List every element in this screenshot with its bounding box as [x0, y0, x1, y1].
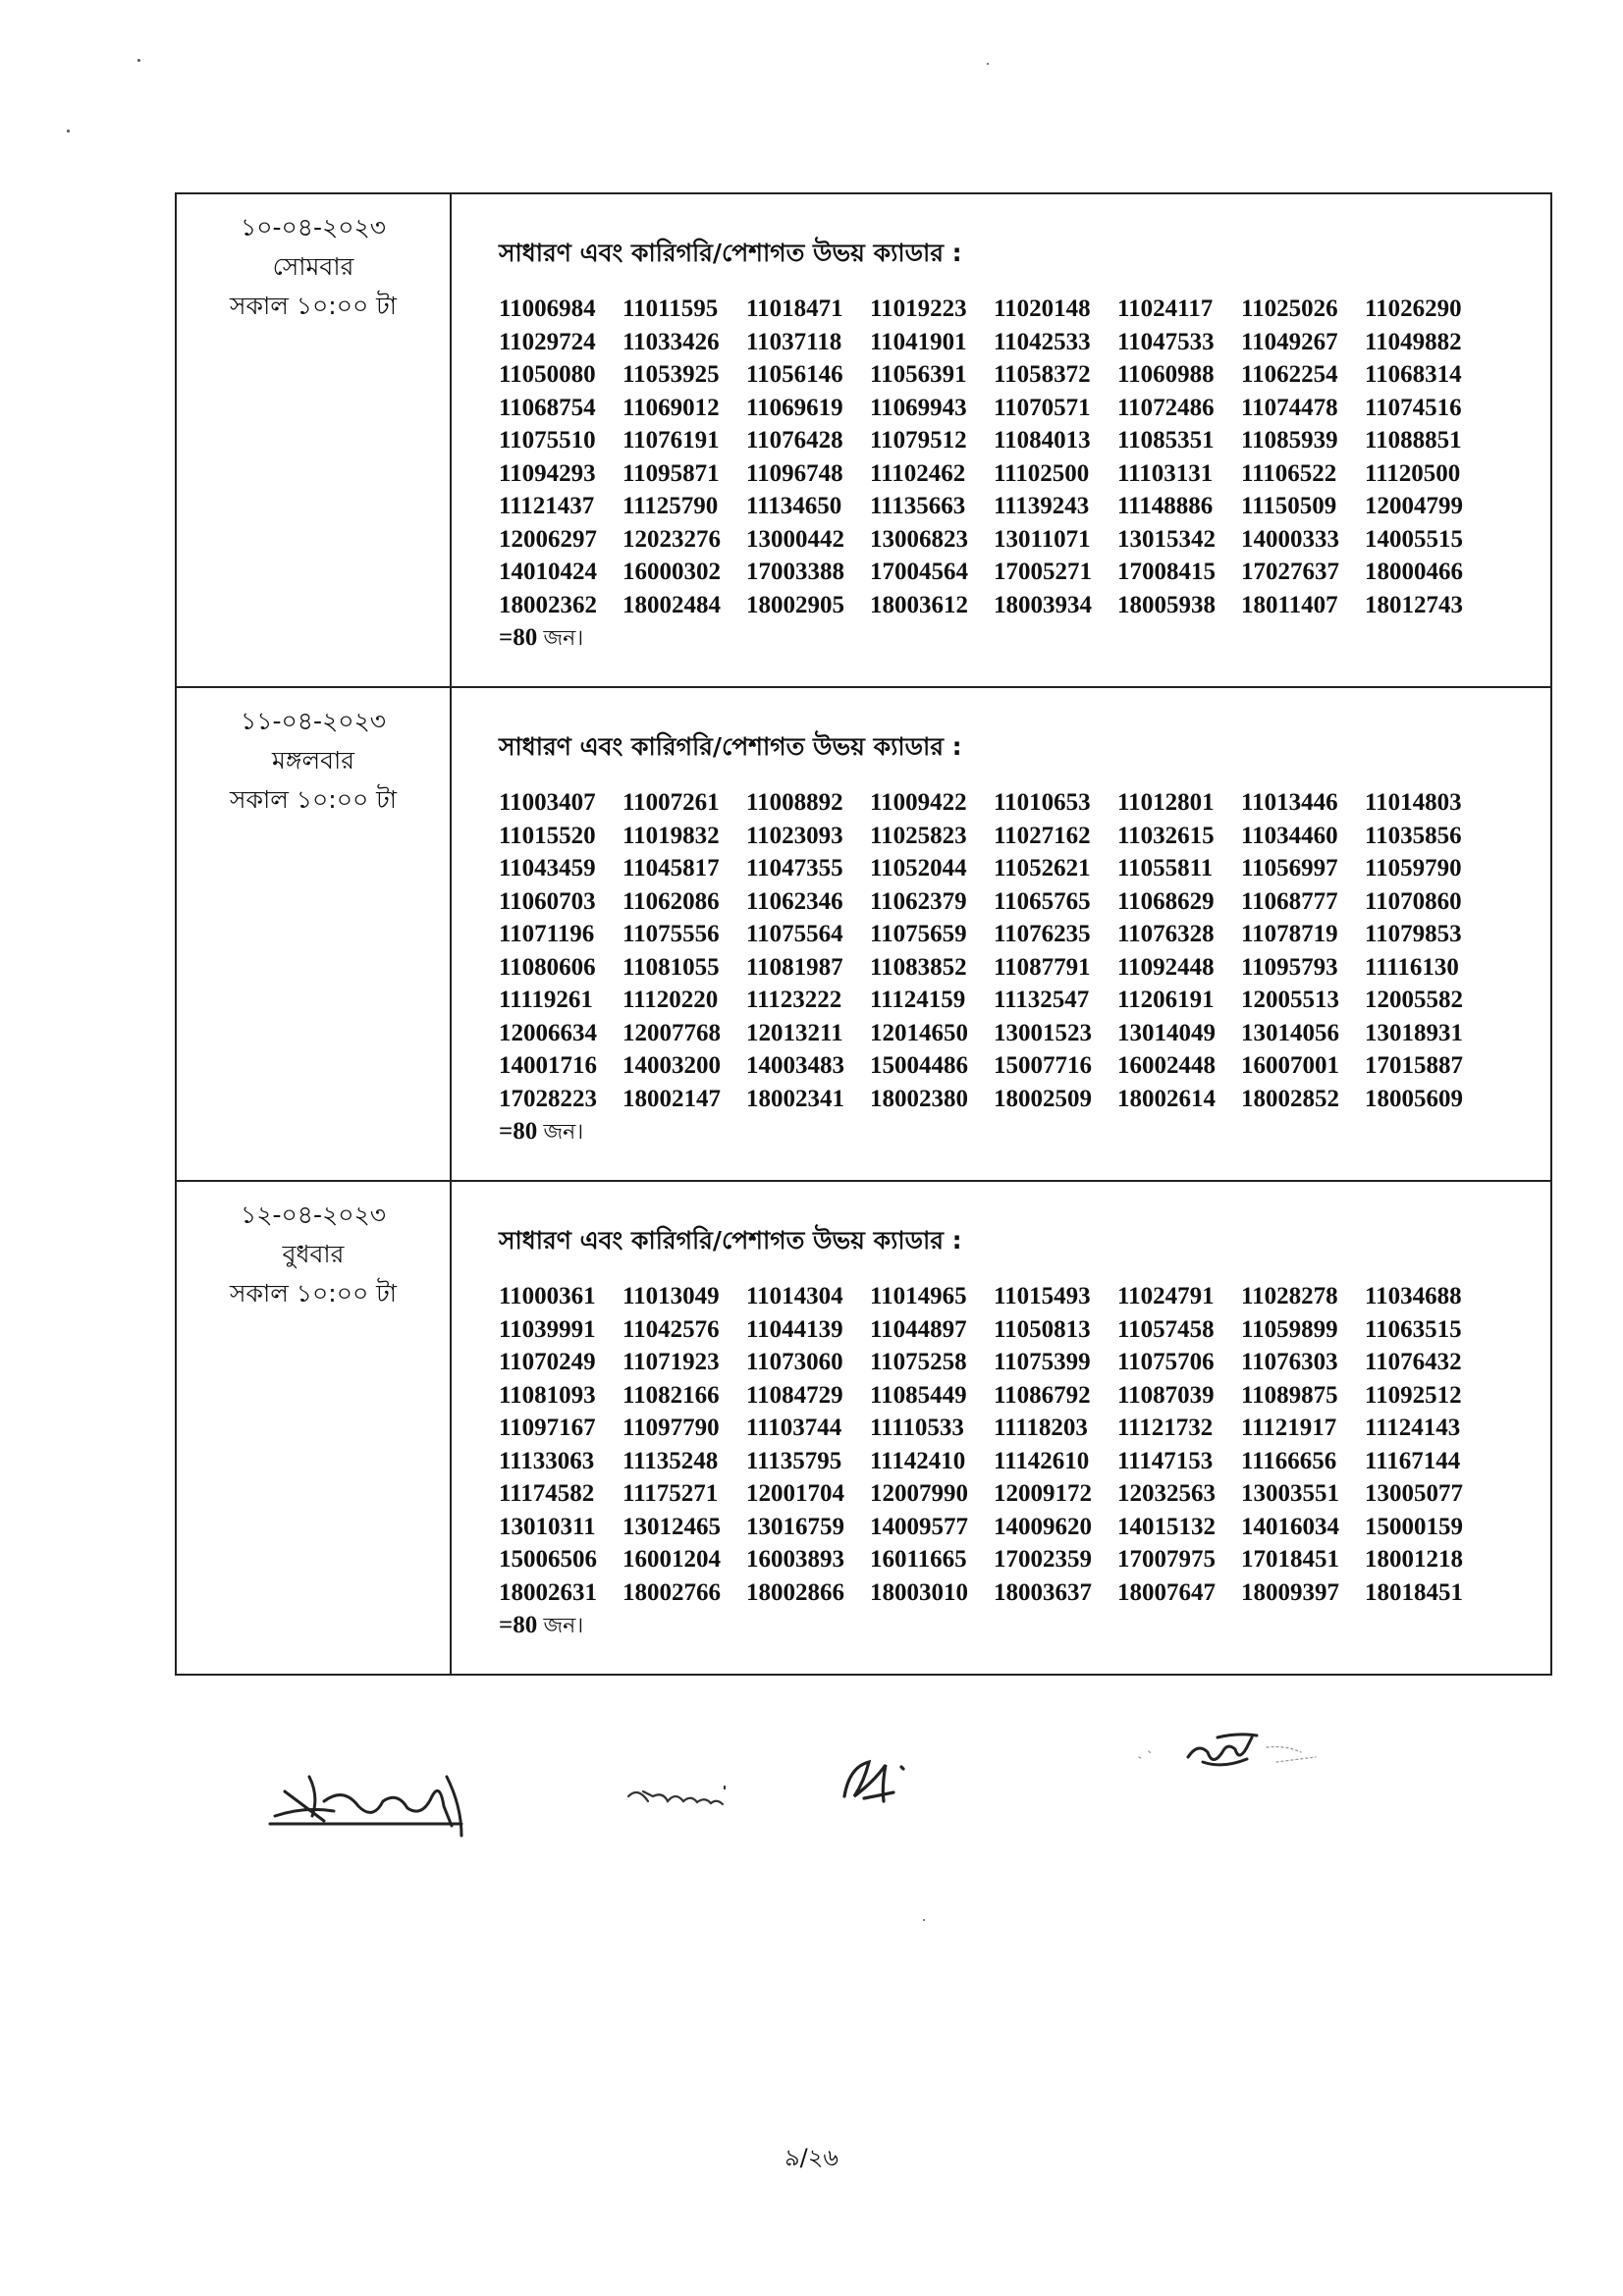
roll-number: 11120500 [1365, 459, 1461, 487]
roll-number: 11076303 [1241, 1349, 1338, 1375]
schedule-date: ১০-০৪-২০২৩ [240, 213, 387, 241]
total-unit: জন। [543, 626, 584, 651]
roll-number: 11003407 [499, 789, 596, 816]
roll-number: 11083852 [870, 953, 967, 981]
roll-number: 16011665 [870, 1546, 967, 1573]
roll-number: 11094293 [499, 459, 596, 487]
roll-list-cell [451, 193, 1551, 687]
roll-number: 11150509 [1241, 493, 1337, 519]
roll-number: 14003483 [746, 1052, 844, 1079]
roll-list-cell [451, 1181, 1551, 1675]
roll-number: 11081093 [499, 1381, 596, 1409]
roll-number: 11013049 [622, 1283, 720, 1309]
roll-number: 11026290 [1365, 295, 1462, 322]
roll-number: 11062254 [1241, 361, 1338, 388]
roll-number: 11056146 [746, 361, 843, 388]
candidate-total [499, 621, 1550, 656]
roll-number: 11085449 [870, 1381, 967, 1409]
roll-number: 11052621 [994, 855, 1091, 881]
signature-1 [265, 1747, 501, 1845]
roll-number: 16007001 [1241, 1052, 1339, 1079]
roll-number: 11139243 [994, 493, 1090, 519]
roll-number: 14010424 [499, 559, 597, 585]
date-cell [176, 193, 451, 687]
roll-number: 11142610 [994, 1447, 1090, 1474]
roll-number: 11069943 [870, 394, 967, 421]
roll-number: 11068777 [1241, 887, 1338, 915]
page-number: ৯/২৬ [784, 2144, 839, 2171]
roll-number: 11147153 [1117, 1447, 1214, 1474]
roll-number: 17005271 [994, 559, 1092, 585]
signatures-row [0, 1688, 1623, 1836]
roll-number: 11070571 [994, 394, 1091, 421]
schedule-date: ১১-০৪-২০২৩ [241, 707, 386, 735]
roll-number: 11086792 [994, 1381, 1091, 1409]
roll-number: 18003934 [994, 591, 1092, 618]
roll-number: 17027637 [1241, 559, 1339, 585]
roll-number: 11075258 [870, 1349, 967, 1375]
candidate-total [499, 1115, 1550, 1149]
roll-number: 11049882 [1365, 328, 1462, 355]
schedule-time: সকাল ১০:০০ টা [229, 1279, 398, 1308]
roll-number: 15007716 [994, 1052, 1092, 1079]
roll-number: 11008892 [746, 789, 843, 816]
roll-number: 12006297 [499, 525, 597, 553]
roll-number: 11050080 [499, 361, 596, 388]
roll-number: 11070860 [1365, 887, 1462, 915]
total-count: =80 [499, 1118, 538, 1145]
schedule-time: সকাল ১০:০০ টা [229, 292, 398, 320]
roll-number: 11097167 [499, 1415, 596, 1441]
roll-number: 14009577 [870, 1513, 968, 1540]
roll-number: 11119261 [499, 987, 593, 1013]
roll-number: 11069619 [746, 394, 843, 421]
roll-number: 13006823 [870, 525, 968, 553]
roll-number: 18002147 [622, 1085, 721, 1112]
roll-number: 11095871 [622, 459, 720, 487]
roll-number: 11072486 [1117, 394, 1215, 421]
total-unit: জন। [543, 1614, 584, 1638]
roll-number: 11092512 [1365, 1381, 1462, 1409]
roll-number: 11174582 [499, 1480, 595, 1507]
roll-number: 18003637 [994, 1578, 1092, 1606]
roll-number: 18002905 [746, 591, 844, 618]
roll-number-grid [499, 293, 1550, 621]
roll-number: 11059790 [1365, 855, 1462, 881]
roll-number: 13011071 [994, 525, 1091, 553]
roll-number: 11025823 [870, 822, 967, 849]
roll-number: 11058372 [994, 361, 1091, 388]
roll-number: 11087791 [994, 953, 1091, 981]
roll-number: 11087039 [1117, 1381, 1215, 1409]
roll-number: 18002484 [622, 591, 721, 618]
roll-number: 11106522 [1241, 459, 1337, 487]
roll-number: 11042533 [994, 328, 1091, 355]
roll-number: 11085939 [1241, 427, 1338, 454]
roll-number: 11068629 [1117, 887, 1215, 915]
roll-number: 11025026 [1241, 295, 1338, 322]
roll-number: 11013446 [1241, 789, 1338, 816]
roll-number: 11010653 [994, 789, 1091, 816]
roll-number: 13016759 [746, 1513, 844, 1540]
roll-number: 13014049 [1117, 1019, 1216, 1046]
cadre-heading: সাধারণ এবং কারিগরি/পেশাগত উভয় ক্যাডার : [499, 239, 962, 267]
roll-number: 18009397 [1241, 1578, 1339, 1606]
roll-number: 11084013 [994, 427, 1091, 454]
roll-number: 18011407 [1241, 591, 1338, 618]
schedule-day: সোমবার [272, 252, 354, 281]
roll-number: 18001218 [1365, 1546, 1463, 1573]
roll-number: 11081055 [622, 953, 720, 981]
roll-number: 11000361 [499, 1283, 596, 1309]
roll-number: 11056391 [870, 361, 967, 388]
roll-number: 18005609 [1365, 1085, 1463, 1112]
roll-number: 11041901 [870, 328, 967, 355]
roll-number: 18002852 [1241, 1085, 1339, 1112]
roll-number: 14003200 [622, 1052, 721, 1079]
roll-number: 18005938 [1117, 591, 1216, 618]
roll-number: 11049267 [1241, 328, 1338, 355]
roll-number: 11029724 [499, 328, 596, 355]
roll-number: 11035856 [1365, 822, 1462, 849]
roll-number: 11042576 [622, 1315, 720, 1343]
roll-number: 11037118 [746, 328, 842, 355]
roll-number: 11015520 [499, 822, 596, 849]
roll-number: 11047355 [746, 855, 843, 881]
roll-number: 11071923 [622, 1349, 720, 1375]
date-cell [176, 1181, 451, 1675]
schedule-date: ১২-০৪-২০২৩ [240, 1201, 387, 1229]
roll-number: 11063515 [1365, 1315, 1462, 1343]
roll-number: 11075510 [499, 427, 596, 454]
roll-number: 12009172 [994, 1480, 1092, 1507]
roll-number: 16001204 [622, 1546, 721, 1573]
roll-number: 11089875 [1241, 1381, 1338, 1409]
signature-2 [619, 1757, 766, 1826]
roll-number: 18002866 [746, 1578, 844, 1606]
roll-number: 11097790 [622, 1415, 720, 1441]
roll-number: 18002341 [746, 1085, 844, 1112]
roll-number: 11024791 [1117, 1283, 1215, 1309]
schedule-row [176, 687, 1551, 1181]
total-unit: জন। [543, 1120, 584, 1145]
roll-number: 11060988 [1117, 361, 1215, 388]
roll-number: 14000333 [1241, 525, 1339, 553]
roll-list-cell [451, 687, 1551, 1181]
roll-number: 11121732 [1117, 1415, 1214, 1441]
roll-number: 18002631 [499, 1578, 597, 1606]
roll-number: 14015132 [1117, 1513, 1216, 1540]
roll-number: 13003551 [1241, 1480, 1339, 1507]
roll-number: 11085351 [1117, 427, 1215, 454]
roll-number: 11019832 [622, 822, 720, 849]
roll-number: 11015493 [994, 1283, 1091, 1309]
roll-number: 11034688 [1365, 1283, 1462, 1309]
roll-number: 11044139 [746, 1315, 843, 1343]
roll-number: 13012465 [622, 1513, 721, 1540]
roll-number: 11039991 [499, 1315, 596, 1343]
roll-number: 13014056 [1241, 1019, 1339, 1046]
roll-number: 11079512 [870, 427, 967, 454]
scan-speck [923, 1919, 925, 1921]
roll-number: 11082166 [622, 1381, 720, 1409]
cadre-heading: সাধারণ এবং কারিগরি/পেশাগত উভয় ক্যাডার : [499, 732, 962, 761]
roll-number: 11121917 [1241, 1415, 1337, 1441]
roll-number: 12007990 [870, 1480, 968, 1507]
roll-number: 12007768 [622, 1019, 721, 1046]
roll-number: 18002509 [994, 1085, 1092, 1112]
roll-number-grid [499, 786, 1550, 1115]
roll-number: 15004486 [870, 1052, 968, 1079]
roll-number: 16000302 [622, 559, 721, 585]
roll-number: 11062086 [622, 887, 720, 915]
roll-number: 11123222 [746, 987, 842, 1013]
roll-number: 11120220 [622, 987, 719, 1013]
roll-number: 18000466 [1365, 559, 1463, 585]
roll-number: 11125790 [622, 493, 719, 519]
scan-speck [987, 63, 989, 65]
roll-number: 11135248 [622, 1447, 719, 1474]
roll-number: 17008415 [1117, 559, 1216, 585]
roll-number: 12032563 [1117, 1480, 1216, 1507]
roll-number: 11014304 [746, 1283, 843, 1309]
viva-schedule-table [175, 192, 1552, 1676]
roll-number: 11073060 [746, 1349, 843, 1375]
roll-number: 11076432 [1365, 1349, 1462, 1375]
roll-number: 11133063 [499, 1447, 595, 1474]
roll-number: 11075659 [870, 921, 967, 947]
roll-number: 11028278 [1241, 1283, 1338, 1309]
roll-number: 11024117 [1117, 295, 1214, 322]
roll-number: 11095793 [1241, 953, 1338, 981]
roll-number: 11057458 [1117, 1315, 1215, 1343]
roll-number: 11060703 [499, 887, 596, 915]
roll-number: 11043459 [499, 855, 596, 881]
roll-number: 11020148 [994, 295, 1091, 322]
roll-number: 11062379 [870, 887, 967, 915]
roll-number: 17003388 [746, 559, 844, 585]
roll-number: 11102500 [994, 459, 1090, 487]
roll-number: 11080606 [499, 953, 596, 981]
roll-number: 11075564 [746, 921, 843, 947]
roll-number: 11065765 [994, 887, 1091, 915]
roll-number: 11074478 [1241, 394, 1338, 421]
roll-number: 12004799 [1365, 493, 1463, 519]
roll-number: 11059899 [1241, 1315, 1338, 1343]
roll-number-grid [499, 1280, 1550, 1609]
roll-number: 17015887 [1365, 1052, 1463, 1079]
roll-number: 11078719 [1241, 921, 1338, 947]
roll-number: 11071196 [499, 921, 595, 947]
roll-number: 11076235 [994, 921, 1091, 947]
roll-number: 11124159 [870, 987, 966, 1013]
roll-number: 11068314 [1365, 361, 1462, 388]
roll-number: 11052044 [870, 855, 967, 881]
roll-number: 11135663 [870, 493, 966, 519]
schedule-row [176, 1181, 1551, 1675]
roll-number: 11014965 [870, 1283, 967, 1309]
roll-number: 11068754 [499, 394, 596, 421]
roll-number: 15000159 [1365, 1513, 1463, 1540]
roll-number: 18007647 [1117, 1578, 1216, 1606]
signature-3 [825, 1728, 933, 1816]
roll-number: 11014803 [1365, 789, 1462, 816]
roll-number: 11018471 [746, 295, 843, 322]
roll-number: 12005582 [1365, 987, 1463, 1013]
roll-number: 11134650 [746, 493, 842, 519]
scan-speck [137, 59, 140, 62]
roll-number: 15006506 [499, 1546, 597, 1573]
schedule-day: মঙ্গলবার [271, 746, 354, 774]
roll-number: 11148886 [1117, 493, 1214, 519]
roll-number: 14005515 [1365, 525, 1463, 553]
roll-number: 11075706 [1117, 1349, 1215, 1375]
roll-number: 18018451 [1365, 1578, 1463, 1606]
roll-number: 16003893 [746, 1546, 844, 1573]
roll-number: 11012801 [1117, 789, 1215, 816]
candidate-total [499, 1609, 1550, 1643]
signature-4 [1129, 1708, 1335, 1806]
roll-number: 11074516 [1365, 394, 1462, 421]
roll-number: 12023276 [622, 525, 721, 553]
roll-number: 12014650 [870, 1019, 968, 1046]
roll-number: 11034460 [1241, 822, 1338, 849]
roll-number: 11088851 [1365, 427, 1462, 454]
roll-number: 11081987 [746, 953, 843, 981]
roll-number: 11124143 [1365, 1415, 1461, 1441]
roll-number: 17002359 [994, 1546, 1092, 1573]
roll-number: 11006984 [499, 295, 596, 322]
roll-number: 11103131 [1117, 459, 1214, 487]
roll-number: 18002380 [870, 1085, 968, 1112]
roll-number: 18003612 [870, 591, 968, 618]
roll-number: 12006634 [499, 1019, 597, 1046]
roll-number: 11050813 [994, 1315, 1091, 1343]
roll-number: 11132547 [994, 987, 1090, 1013]
roll-number: 11023093 [746, 822, 843, 849]
roll-number: 11019223 [870, 295, 967, 322]
roll-number: 11142410 [870, 1447, 966, 1474]
roll-number: 18003010 [870, 1578, 968, 1606]
roll-number: 11096748 [746, 459, 843, 487]
schedule-row [176, 193, 1551, 687]
roll-number: 11007261 [622, 789, 720, 816]
roll-number: 11069012 [622, 394, 720, 421]
schedule-time: সকাল ১০:০০ টা [229, 785, 398, 814]
cadre-heading: সাধারণ এবং কারিগরি/পেশাগত উভয় ক্যাডার : [499, 1226, 962, 1255]
roll-number: 11011595 [622, 295, 719, 322]
roll-number: 14001716 [499, 1052, 597, 1079]
roll-number: 11033426 [622, 328, 720, 355]
roll-number: 11053925 [622, 361, 720, 388]
roll-number: 11032615 [1117, 822, 1215, 849]
roll-number: 11102462 [870, 459, 966, 487]
roll-number: 17004564 [870, 559, 968, 585]
roll-number: 11110533 [870, 1415, 964, 1441]
roll-number: 11076428 [746, 427, 843, 454]
roll-number: 18002614 [1117, 1085, 1216, 1112]
roll-number: 11103744 [746, 1415, 842, 1441]
roll-number: 11062346 [746, 887, 843, 915]
roll-number: 11076191 [622, 427, 720, 454]
roll-number: 18002766 [622, 1578, 721, 1606]
roll-number: 17007975 [1117, 1546, 1216, 1573]
roll-number: 16002448 [1117, 1052, 1216, 1079]
roll-number: 11135795 [746, 1447, 842, 1474]
roll-number: 12005513 [1241, 987, 1339, 1013]
roll-number: 11027162 [994, 822, 1091, 849]
roll-number: 17018451 [1241, 1546, 1339, 1573]
schedule-day: বুধবার [282, 1240, 345, 1268]
roll-number: 12001704 [746, 1480, 844, 1507]
roll-number: 11056997 [1241, 855, 1338, 881]
roll-number: 13001523 [994, 1019, 1092, 1046]
roll-number: 11075556 [622, 921, 720, 947]
roll-number: 11175271 [622, 1480, 719, 1507]
roll-number: 13005077 [1365, 1480, 1463, 1507]
roll-number: 12013211 [746, 1019, 843, 1046]
roll-number: 17028223 [499, 1085, 597, 1112]
roll-number: 13018931 [1365, 1019, 1463, 1046]
roll-number: 18002362 [499, 591, 597, 618]
roll-number: 11047533 [1117, 328, 1215, 355]
roll-number: 11084729 [746, 1381, 843, 1409]
roll-number: 11167144 [1365, 1447, 1461, 1474]
roll-number: 11045817 [622, 855, 720, 881]
roll-number: 11116130 [1365, 953, 1459, 981]
roll-number: 11055811 [1117, 855, 1214, 881]
roll-number: 13010311 [499, 1513, 596, 1540]
roll-number: 11092448 [1117, 953, 1215, 981]
total-count: =80 [499, 624, 538, 651]
roll-number: 11121437 [499, 493, 595, 519]
roll-number: 11206191 [1117, 987, 1215, 1013]
roll-number: 11070249 [499, 1349, 596, 1375]
total-count: =80 [499, 1612, 538, 1638]
date-cell [176, 687, 451, 1181]
roll-number: 18012743 [1365, 591, 1463, 618]
roll-number: 11009422 [870, 789, 967, 816]
roll-number: 11079853 [1365, 921, 1462, 947]
roll-number: 13015342 [1117, 525, 1216, 553]
roll-number: 11118203 [994, 1415, 1088, 1441]
roll-number: 11075399 [994, 1349, 1091, 1375]
scan-speck [67, 130, 70, 133]
roll-number: 11166656 [1241, 1447, 1337, 1474]
roll-number: 14016034 [1241, 1513, 1339, 1540]
roll-number: 14009620 [994, 1513, 1092, 1540]
roll-number: 13000442 [746, 525, 844, 553]
roll-number: 11076328 [1117, 921, 1215, 947]
roll-number: 11044897 [870, 1315, 967, 1343]
